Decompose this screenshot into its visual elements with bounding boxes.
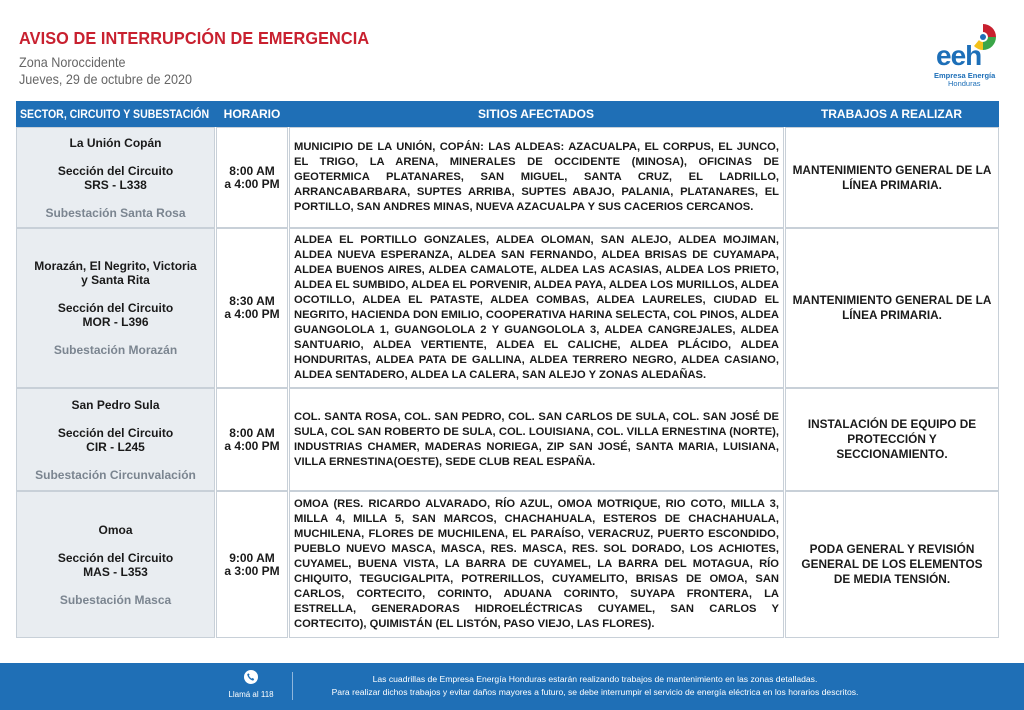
horario-cell: [216, 127, 288, 228]
sector-place: San Pedro Sula: [71, 397, 160, 412]
sector-place: Morazán, El Negrito, Victoria: [34, 259, 197, 273]
time-end: a 3:00 PM: [224, 563, 280, 578]
work-text: INSTALACIÓN DE EQUIPO DE PROTECCIÓN Y SECCIONAMIENTO.: [807, 417, 977, 461]
sitios-cell: [289, 388, 784, 491]
footer-bar: [0, 663, 1024, 710]
sector-cell: [16, 228, 215, 388]
footer-line-2: Para realizar dichos trabajos y evitar daños mayores a futuro, se debe interrumpir el servicio de energía eléctrica en los horarios descritos.: [331, 687, 859, 697]
sector-cell: [16, 127, 215, 228]
logo-tagline-country: Honduras: [948, 79, 981, 88]
header: [19, 28, 396, 88]
time-start: 8:30 AM: [229, 294, 275, 308]
phone-icon: [244, 670, 258, 684]
sitios-cell: [289, 127, 784, 228]
sites-text: COL. SANTA ROSA, COL. SAN PEDRO, COL. SAN CARLOS DE SULA, COL. SAN JOSÉ DE SULA, COL SAN ROBERTO DE SULA, COL. LOUISIANA, COL. VILLA ERNESTINA (NORTE), INDUSTRIAS CHAMER, MADERAS NORIEGA, ZIP SAN JOSÉ, SANTA MARIA, LUISIANA, VILLA ERNESTINA(OESTE), SEDE CLUB REAL ESPAÑA.: [294, 410, 779, 468]
sector-cell: [16, 491, 215, 638]
phone-contact[interactable]: [228, 670, 274, 699]
table-row: [16, 491, 999, 638]
time-end: a 4:00 PM: [224, 438, 280, 453]
work-text: PODA GENERAL Y REVISIÓN GENERAL DE LOS ELEMENTOS DE MEDIA TENSIÓN.: [801, 542, 983, 586]
circuit-code: CIR - L245: [86, 439, 145, 454]
sector-cell: [16, 388, 215, 491]
footer-divider: [292, 672, 293, 700]
column-header-trabajos: TRABAJOS A REALIZAR: [820, 107, 963, 121]
page-title: AVISO DE INTERRUPCIÓN DE EMERGENCIA: [19, 28, 370, 48]
circuit-label: Sección del Circuito: [57, 425, 174, 440]
circuit-label: Sección del Circuito: [57, 301, 174, 315]
trabajos-cell: [785, 491, 999, 638]
footer-line-1: Las cuadrillas de Empresa Energía Honduras estarán realizando trabajos de mantenimiento en las zonas detalladas.: [372, 674, 818, 684]
sitios-cell: [289, 228, 784, 388]
horario-cell: [216, 491, 288, 638]
table-row: [16, 228, 999, 388]
column-header-sector: SECTOR, CIRCUITO Y SUBESTACIÓN: [20, 107, 210, 121]
phone-label: Llamá al 118: [228, 690, 274, 699]
time-start: 8:00 AM: [229, 425, 275, 440]
logo-tagline: Empresa Energía: [934, 71, 996, 80]
horario-cell: [216, 388, 288, 491]
circuit-code: MAS - L353: [83, 564, 148, 579]
column-header-sitios: SITIOS AFECTADOS: [477, 107, 594, 121]
sector-place: Omoa: [98, 522, 133, 537]
sitios-cell: [289, 491, 784, 638]
substation-label: Subestación Circunvalación: [35, 467, 196, 482]
date-label: Jueves, 29 de octubre de 2020: [19, 71, 193, 87]
time-end: a 4:00 PM: [224, 307, 280, 321]
horario-cell: [216, 228, 288, 388]
trabajos-cell: [785, 228, 999, 388]
sector-place-continued: y Santa Rita: [81, 273, 150, 287]
time-end: a 4:00 PM: [224, 176, 280, 191]
column-header-horario: HORARIO: [223, 107, 281, 121]
time-start: 9:00 AM: [229, 550, 275, 565]
sector-place: La Unión Copán: [69, 135, 162, 150]
table-header: [16, 101, 999, 127]
substation-label: Subestación Santa Rosa: [45, 205, 186, 220]
eeh-logo: [928, 22, 1000, 88]
substation-label: Subestación Masca: [59, 592, 172, 607]
footer-notice: [300, 673, 890, 699]
work-text: MANTENIMIENTO GENERAL DE LA LÍNEA PRIMARIA.: [792, 293, 992, 322]
circuit-label: Sección del Circuito: [57, 550, 174, 565]
zone-label: Zona Noroccidente: [19, 54, 126, 70]
circuit-code: SRS - L338: [84, 177, 147, 192]
table-row: [16, 388, 999, 491]
sites-text: MUNICIPIO DE LA UNIÓN, COPÁN: LAS ALDEAS: AZACUALPA, EL CORPUS, EL JUNCO, EL TRIGO, LA ARENA, MINERALES DE OCCIDENTE (MINOSA), OFICINAS DE GEOTERMICA PLATANARES, SAN MIGUEL, SANTA CRUZ, EL LADRILLO, ARRANCABARBARA, SUPTES ARRIBA, SUPTES ABAJO, PALANIA, PLATANARES, EL PORTILLO, SAN ANDRES MINAS, NUEVA AZACUALPA Y SUS CACERIOS CERCANOS.: [294, 141, 779, 213]
sites-text: OMOA (RES. RICARDO ALVARADO, RÍO AZUL, OMOA MOTRIQUE, RIO COTO, MILLA 3, MILLA 4, MILLA 5, SAN MARCOS, CHACHAHUALA, ESTEROS DE CHACHAHUALA, MUCHILENA, FLORES DE MUCHILENA, EL PARAÍSO, VERACRUZ, PUERTO ESCONDIDO, PUEBLO NUEVO MASCA, MASCA, RES. MASCA, RES. SOL DORADO, LOS ACHIOTES, CUYAMEL, BUENA VISTA, LA BARRA DE CUYAMEL, LA BARRA DEL MOTAGUA, RÍO CHIQUITO, TEGUCIGALPITA, POTRERILLOS, CUYAMELITO, BRISAS DE OMOA, SAN CARLOS, CORTECITO, CORINTO, ADUANA CORINTO, SUYAPA FRONTERA, LA ESTRELLA, GENERADORAS HIDROELÉCTRICAS CUYAMEL, SAN CARLOS Y CORTECITO), QUIMISTÁN (EL LISTÓN, PASO VIEJO, LAS FLORES).: [294, 498, 779, 630]
table-row: [16, 127, 999, 228]
circuit-code: MOR - L396: [82, 315, 149, 329]
logo-word: eeh: [936, 40, 982, 71]
trabajos-cell: [785, 388, 999, 491]
time-start: 8:00 AM: [229, 163, 275, 178]
sites-text: ALDEA EL PORTILLO GONZALES, ALDEA OLOMAN, SAN ALEJO, ALDEA MOJIMAN, ALDEA NUEVA ESPERANZA, ALDEA SAN FERNANDO, ALDEA BRISAS DE CUYAMAPA, ALDEA BUENOS AIRES, ALDEA CAMALOTE, ALDEA LAS ACASIAS, ALDEA LOS PRIETO, ALDEA EL SUMBIDO, ALDEA EL PORVENIR, ALDEA PAYA, ALDEA LOS MURILLOS, ALDEA OCOTILLO, ALDEA EL PATASTE, ALDEA COMBAS, ALDEA LAURELES, CIUDAD EL NEGRITO, HACIENDA DON EMILIO, COOPERATIVA HARINA SELECTA, COL PINOS, ALDEA GUANGOLOLA 1, GUANGOLOLA 2 Y GUANGOLOLA 3, ALDEA CANGREJALES, ALDEA SANTUARIO, ALDEA VERTIENTE, ALDEA EL CALICHE, ALDEA PLÁCIDO, ALDEA HONDURITAS, ALDEA PATA DE GALLINA, ALDEA TERRERO NEGRO, ALDEA CASIANO, ALDEA SENTADERO, ALDEA LA CALERA, SAN ALEJO Y ZONAS ALEDAÑAS.: [294, 234, 779, 381]
work-text: MANTENIMIENTO GENERAL DE LA LÍNEA PRIMARIA.: [792, 162, 992, 192]
substation-label: Subestación Morazán: [53, 343, 178, 357]
circuit-label: Sección del Circuito: [57, 163, 174, 178]
trabajos-cell: [785, 127, 999, 228]
